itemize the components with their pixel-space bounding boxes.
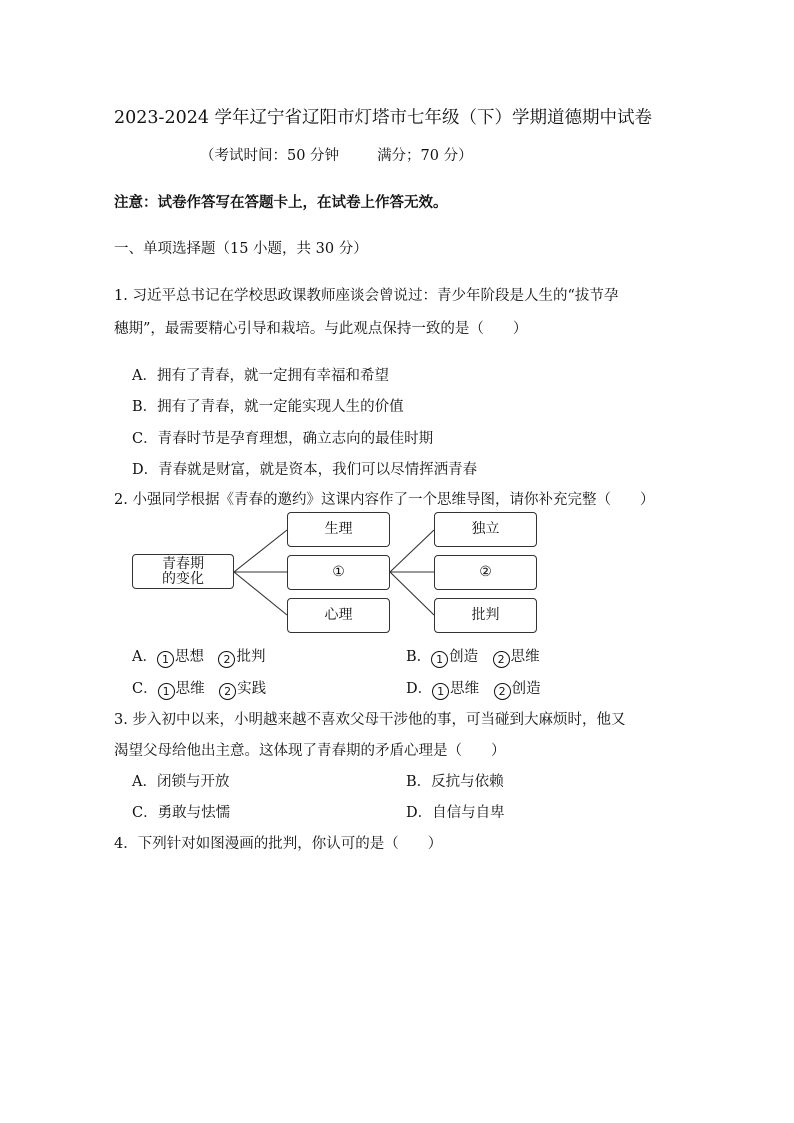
q4-stem: 4．下列针对如图漫画的批判，你认可的是（ ） <box>114 836 443 852</box>
node-root <box>132 554 234 589</box>
connector-root-top <box>234 530 287 572</box>
option-answer-2: 创造 <box>511 681 541 697</box>
exam-time: （考试时间：50 分钟 <box>200 148 340 164</box>
exam-info <box>200 144 473 165</box>
option-answer-2: 批判 <box>236 649 266 665</box>
option-answer-2: 实践 <box>237 681 267 697</box>
mind-map-diagram <box>130 512 542 634</box>
option-answer-1: 思维 <box>175 681 205 697</box>
q3-option-c: C．勇敢与怯懦 <box>132 805 231 821</box>
option-answer-1: 思想 <box>174 649 204 665</box>
q1-option-a: A．拥有了青春，就一定拥有幸福和希望 <box>132 368 389 384</box>
node-blank-1: ① <box>287 555 390 590</box>
q3-stem-line2: 渴望父母给他出主意。这体现了青春期的矛盾心理是（ ） <box>114 743 506 759</box>
q1-stem-line1: 1. 习近平总书记在学校思政课教师座谈会曾说过：青少年阶段是人生的“拔节孕 <box>114 288 619 304</box>
circle-number-2: 2 <box>218 651 235 668</box>
notice <box>114 191 448 212</box>
q2-option-b <box>406 645 540 668</box>
circle-number-2: 2 <box>219 683 236 700</box>
q1-stem-line2: 穗期”，最需要精心引导和栽培。与此观点保持一致的是（ ） <box>114 321 528 337</box>
option-letter: C． <box>132 681 158 697</box>
circle-number-1: 1 <box>157 651 174 668</box>
q1-option-c: C．青春时节是孕育理想，确立志向的最佳时期 <box>132 431 434 447</box>
node-independence: 独立 <box>434 512 537 547</box>
q2-stem: 2. 小强同学根据《青春的邀约》这课内容作了一个思维导图，请你补充完整（ ） <box>114 492 655 508</box>
notice-label: 注意： <box>114 194 158 211</box>
node-root-line2: 的变化 <box>162 570 204 587</box>
node-root-line1: 青春期 <box>162 555 204 572</box>
node-psychology: 心理 <box>287 598 390 633</box>
option-answer-2: 思维 <box>510 649 540 665</box>
q3-option-d: D．自信与自卑 <box>406 805 505 821</box>
q3-option-a: A．闭锁与开放 <box>132 774 230 790</box>
circle-number-1: 1 <box>432 683 449 700</box>
page-title: 2023-2024 学年辽宁省辽阳市灯塔市七年级（下）学期道德期中试卷 <box>114 108 653 128</box>
option-letter: A． <box>132 649 157 665</box>
q1-option-b: B．拥有了青春，就一定能实现人生的价值 <box>132 399 404 415</box>
node-blank-2: ② <box>434 555 537 590</box>
node-critical: 批判 <box>434 598 537 633</box>
q2-option-c <box>132 677 266 700</box>
connector-mid-top <box>390 530 434 572</box>
q3-option-b: B．反抗与依赖 <box>406 774 504 790</box>
circle-number-2: 2 <box>493 651 510 668</box>
circle-number-2: 2 <box>494 683 511 700</box>
notice-text: 试卷作答写在答题卡上，在试卷上作答无效。 <box>157 194 448 211</box>
circle-number-1: 1 <box>431 651 448 668</box>
q1-option-d: D．青春就是财富，就是资本，我们可以尽情挥洒青春 <box>132 462 478 478</box>
section-heading: 一、单项选择题（15 小题，共 30 分） <box>114 241 368 257</box>
option-letter: D． <box>406 681 433 697</box>
connector-root-bottom <box>234 572 287 615</box>
option-answer-1: 创造 <box>449 649 479 665</box>
q2-option-d <box>406 677 541 700</box>
full-score: 满分；70 分） <box>377 148 473 164</box>
option-answer-1: 思维 <box>450 681 480 697</box>
circle-number-1: 1 <box>158 683 175 700</box>
q3-stem-line1: 3. 步入初中以来，小明越来越不喜欢父母干涉他的事，可当碰到大麻烦时，他又 <box>114 712 626 728</box>
option-letter: B． <box>406 649 432 665</box>
connector-mid-bottom <box>390 572 434 615</box>
q2-option-a <box>132 645 265 668</box>
node-physiology: 生理 <box>287 512 390 547</box>
